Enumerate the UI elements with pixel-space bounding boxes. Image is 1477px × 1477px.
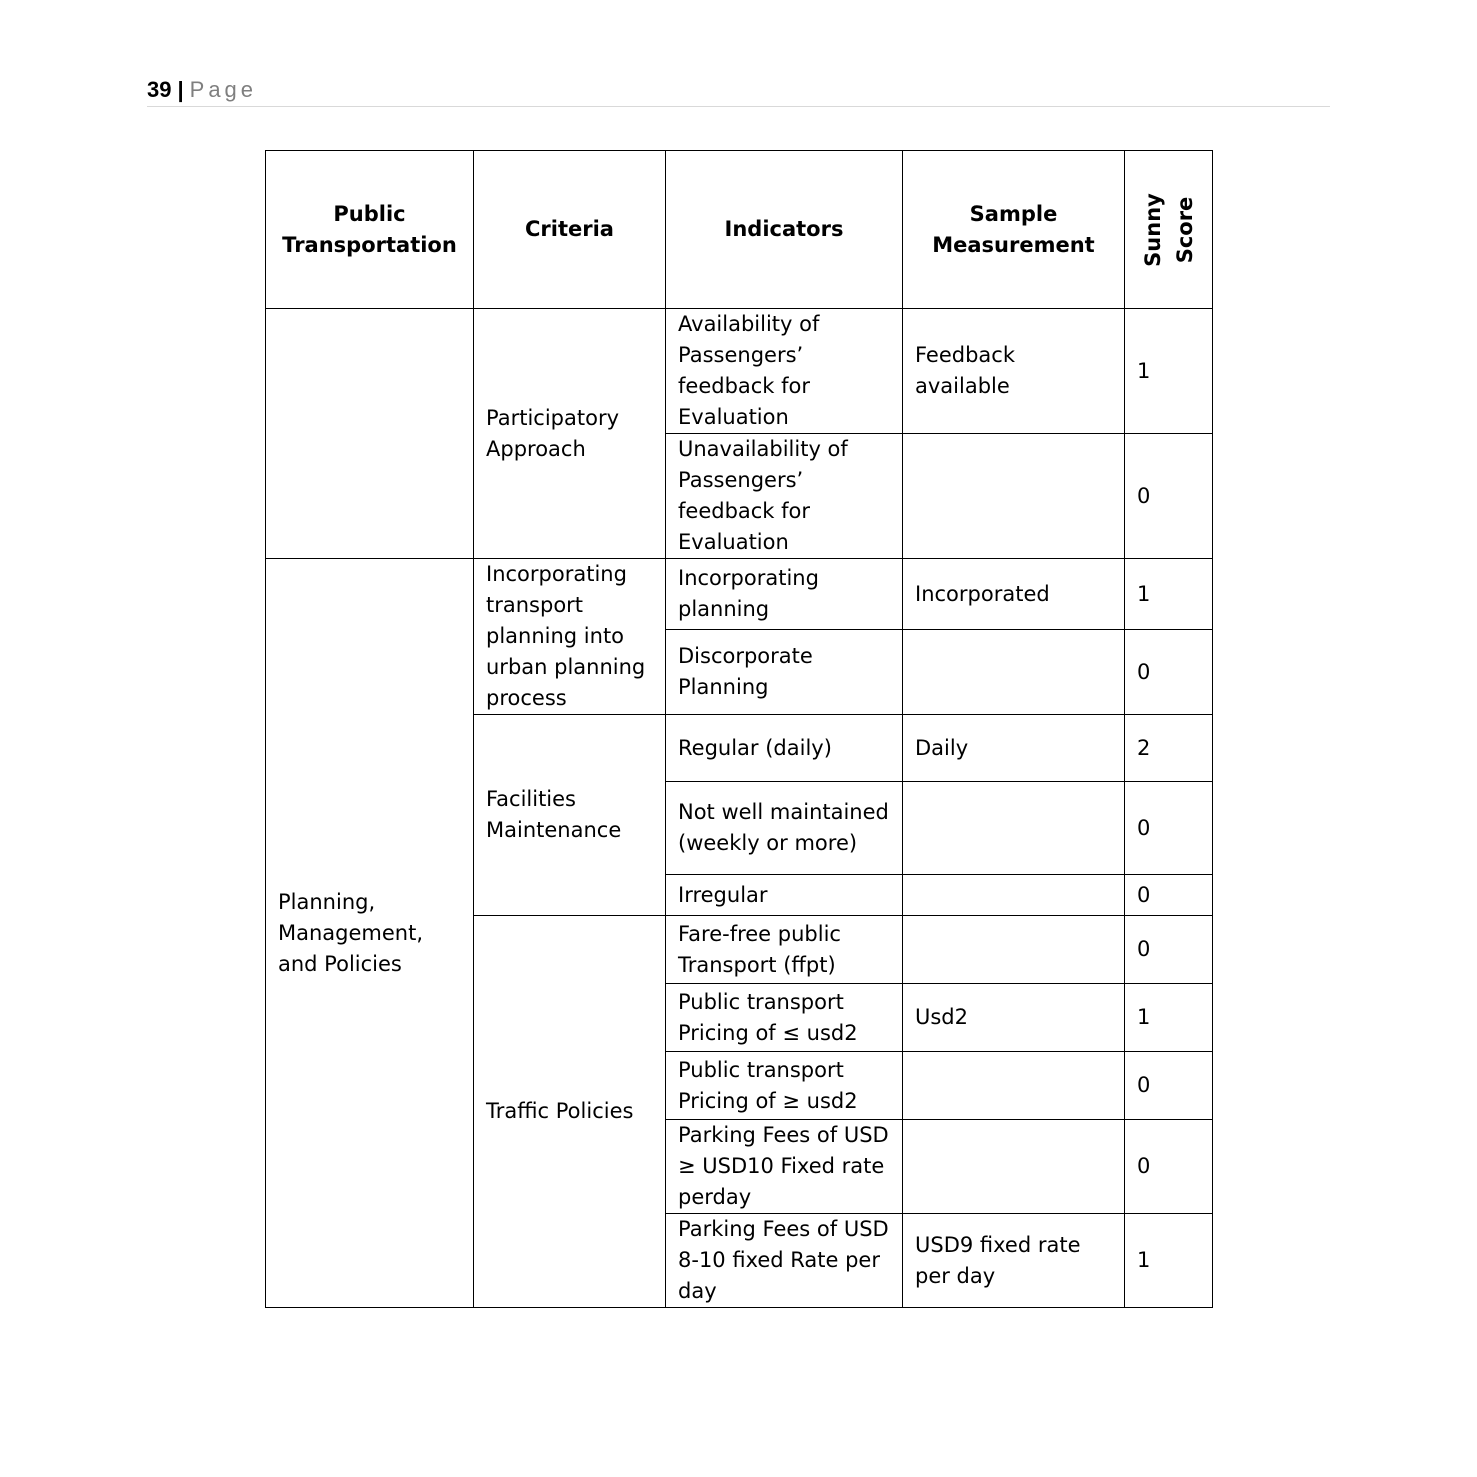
score-cell: 0 bbox=[1125, 782, 1213, 875]
category-cell: Planning, Management, and Policies bbox=[266, 559, 474, 1308]
category-cell bbox=[266, 309, 474, 559]
score-cell: 2 bbox=[1125, 715, 1213, 782]
scoring-table bbox=[265, 150, 1213, 1308]
indicator-cell: Discorporate Planning bbox=[666, 630, 903, 715]
score-cell: 0 bbox=[1125, 630, 1213, 715]
header-public-transportation: Public Transportation bbox=[266, 151, 474, 309]
score-cell: 1 bbox=[1125, 559, 1213, 630]
score-cell: 1 bbox=[1125, 309, 1213, 434]
page-number: 39 bbox=[147, 77, 172, 102]
measurement-cell bbox=[903, 875, 1125, 916]
page-label: Page bbox=[189, 77, 258, 102]
indicator-cell: Availability of Passengers’ feedback for Evaluation bbox=[666, 309, 903, 434]
indicator-cell: Parking Fees of USD ≥ USD10 Fixed rate perday bbox=[666, 1120, 903, 1214]
score-cell: 0 bbox=[1125, 1052, 1213, 1120]
measurement-cell: Daily bbox=[903, 715, 1125, 782]
sunny-score-label bbox=[1136, 193, 1200, 267]
header-sample-measurement: Sample Measurement bbox=[903, 151, 1125, 309]
header-indicators: Indicators bbox=[666, 151, 903, 309]
measurement-cell: Feedback available bbox=[903, 309, 1125, 434]
page-header bbox=[147, 74, 1330, 107]
criteria-cell: Participatory Approach bbox=[474, 309, 666, 559]
indicator-cell: Regular (daily) bbox=[666, 715, 903, 782]
measurement-cell bbox=[903, 782, 1125, 875]
score-cell: 1 bbox=[1125, 1214, 1213, 1308]
measurement-cell bbox=[903, 434, 1125, 559]
measurement-cell bbox=[903, 630, 1125, 715]
measurement-cell bbox=[903, 916, 1125, 984]
table-row bbox=[266, 309, 1213, 434]
header-sunny-score bbox=[1125, 151, 1213, 309]
indicator-cell: Irregular bbox=[666, 875, 903, 916]
sunny-score-line2: Score bbox=[1172, 196, 1197, 263]
score-cell: 0 bbox=[1125, 875, 1213, 916]
indicator-cell: Parking Fees of USD 8-10 fixed Rate per day bbox=[666, 1214, 903, 1308]
measurement-cell: USD9 fixed rate per day bbox=[903, 1214, 1125, 1308]
indicator-cell: Public transport Pricing of ≥ usd2 bbox=[666, 1052, 903, 1120]
score-cell: 0 bbox=[1125, 1120, 1213, 1214]
indicator-cell: Public transport Pricing of ≤ usd2 bbox=[666, 984, 903, 1052]
indicator-cell: Not well maintained (weekly or more) bbox=[666, 782, 903, 875]
sunny-score-line1: Sunny bbox=[1140, 192, 1165, 267]
score-cell: 0 bbox=[1125, 916, 1213, 984]
score-cell: 0 bbox=[1125, 434, 1213, 559]
indicator-cell: Incorporating planning bbox=[666, 559, 903, 630]
measurement-cell: Incorporated bbox=[903, 559, 1125, 630]
header-criteria: Criteria bbox=[474, 151, 666, 309]
indicator-cell: Fare-free public Transport (ffpt) bbox=[666, 916, 903, 984]
page-separator: | bbox=[177, 77, 184, 102]
measurement-cell bbox=[903, 1052, 1125, 1120]
measurement-cell bbox=[903, 1120, 1125, 1214]
criteria-cell: Traffic Policies bbox=[474, 916, 666, 1308]
table-row bbox=[266, 559, 1213, 630]
criteria-cell: Facilities Maintenance bbox=[474, 715, 666, 916]
measurement-cell: Usd2 bbox=[903, 984, 1125, 1052]
score-cell: 1 bbox=[1125, 984, 1213, 1052]
table-header-row bbox=[266, 151, 1213, 309]
indicator-cell: Unavailability of Passengers’ feedback for Evaluation bbox=[666, 434, 903, 559]
criteria-cell: Incorporating transport planning into urban planning process bbox=[474, 559, 666, 715]
